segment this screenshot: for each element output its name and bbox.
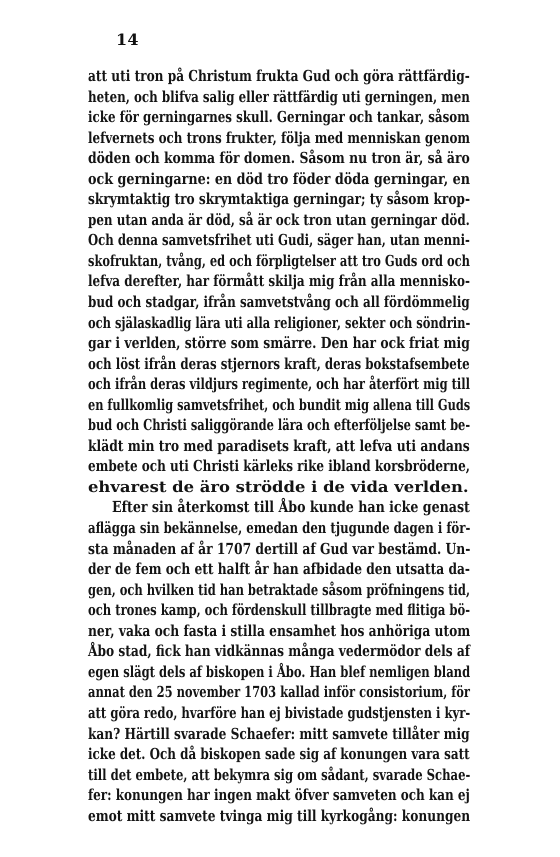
text-line: bud och stadgar, ifrån samvetstvång och all fördömmelig — [88, 293, 470, 312]
text-line: embete och uti Christi kärleks rike ibland korsbröderne, — [88, 457, 470, 476]
text-line: heten, och blifva salig eller rättfärdig uti gerningen, men — [88, 87, 470, 106]
text-line: gar i verlden, större som smärre. Den har ock friat mig — [88, 334, 470, 353]
body-text — [88, 66, 470, 826]
text-line: döden och komma för domen. Såsom nu tron är, så äro — [88, 149, 470, 168]
text-line: klädt min tro med paradisets kraft, att lefva uti andans — [88, 436, 470, 455]
text-line: skofruktan, tvång, ed och förpligtelser att tro Guds ord och — [88, 251, 470, 270]
text-line: Åbo stad, fick han vidkännas många vedermödor dels af — [88, 642, 471, 661]
text-line: gen, och hvilken tid han betraktade såsom pröfningens tid, — [88, 580, 470, 599]
text-line: sta månaden af år 1707 dertill af Gud var bestämd. Un- — [88, 539, 471, 558]
paragraph-start-line: Efter sin återkomst till Åbo kunde han icke genast — [112, 498, 470, 517]
text-line: ehvarest de äro strödde i de vida verlden. — [88, 477, 469, 496]
text-line: att uti tron på Christum frukta Gud och göra rättfärdig- — [88, 67, 470, 85]
text-line: en fullkomlig samvetsfrihet, och bundit mig allena till Guds — [88, 395, 471, 414]
page-number: 14 — [116, 30, 139, 49]
text-line: lefva derefter, har förmått skilja mig från alla mennisko- — [88, 272, 470, 291]
text-line: ner, vaka och fasta i stilla ensamhet hos anhöriga utom — [88, 621, 471, 640]
text-line: och ifrån deras vildjurs regimente, och har återfört mig till — [88, 375, 471, 394]
text-line: att göra redo, hvarföre han ej bivistade gudstjensten i kyr- — [88, 703, 471, 722]
text-line: skrymtaktig tro skrymtaktiga gerningar; ty såsom krop- — [88, 190, 470, 209]
text-line: och löst ifrån deras stjernors kraft, deras bokstafsembete — [88, 354, 470, 373]
text-line: fer: konungen har ingen makt öfver samveten och kan ej — [88, 786, 470, 805]
text-line: der de fem och ett halft år han afbidade den utsatta da- — [88, 560, 470, 579]
text-line: icke det. Och då biskopen sade sig af konungen vara satt — [88, 745, 470, 764]
text-line: och själaskadlig lära uti alla religioner, sekter och söndrin- — [88, 313, 471, 332]
text-line: aflägga sin bekännelse, emedan den tjugunde dagen i för- — [88, 519, 471, 538]
text-line: annat den 25 november 1703 kallad inför consistorium, för — [88, 683, 470, 702]
text-line: till det embete, att bekymra sig om sådant, svarade Schae- — [88, 765, 471, 784]
text-line: lefvernets och trons frukter, följa med menniskan genom — [88, 128, 471, 147]
text-line: emot mitt samvete tvinga mig till kyrkogång: konungen — [88, 806, 471, 825]
text-line: egen slägt dels af biskopen i Åbo. Han blef nemligen bland — [88, 662, 471, 681]
text-line: icke för gerningarnes skull. Gerningar och tankar, såsom — [88, 108, 470, 127]
text-line: pen utan anda är död, så är ock tron utan gerningar död. — [88, 210, 470, 229]
text-line: kan? Härtill svarade Schaefer: mitt samvete tillåter mig — [88, 724, 470, 743]
text-line: bud och Christi saliggörande lära och efterföljelse samt be- — [88, 416, 471, 435]
text-line: och trones kamp, och fördenskull tillbragte med flitiga bö- — [88, 601, 471, 620]
text-line: Och denna samvetsfrihet uti Gudi, säger han, utan menni- — [88, 231, 470, 250]
text-line: ock gerningarne: en död tro föder döda gerningar, en — [88, 169, 470, 188]
